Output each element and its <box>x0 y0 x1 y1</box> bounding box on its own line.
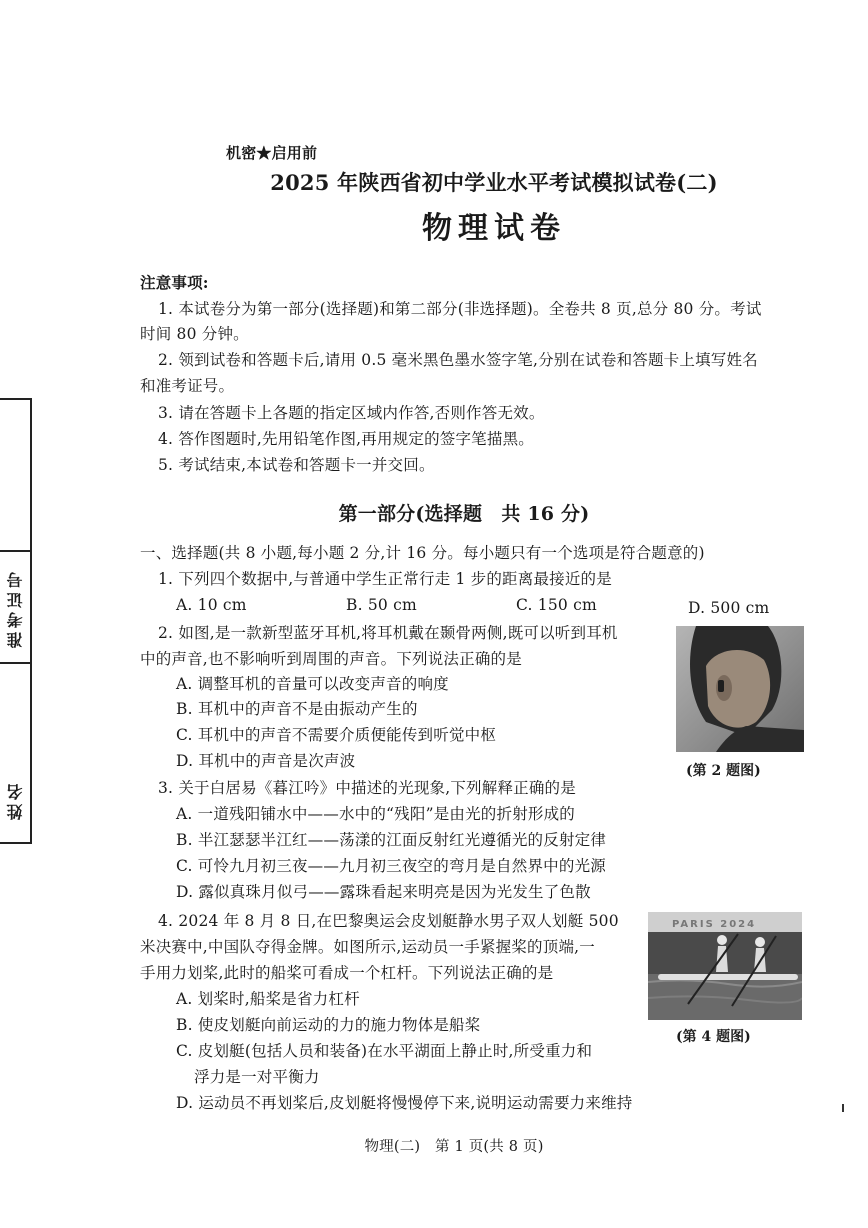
exam-title: 2025 年陕西省初中学业水平考试模拟试卷(二) <box>270 170 718 195</box>
earphone-person-image <box>676 626 804 752</box>
name-label: 姓名 <box>6 780 25 820</box>
notice-line: 和准考证号。 <box>140 377 235 395</box>
notice-line: 3. 请在答题卡上各题的指定区域内作答,否则作答无效。 <box>158 404 545 422</box>
exam-id-label: 准考证号 <box>6 568 25 648</box>
option: C. 150 cm <box>516 596 597 614</box>
option: C. 皮划艇(包括人员和装备)在水平湖面上静止时,所受重力和 <box>176 1042 593 1060</box>
notice-line: 1. 本试卷分为第一部分(选择题)和第二部分(非选择题)。全卷共 8 页,总分 80 分。考试 <box>158 300 762 318</box>
photo-banner-text: PARIS 2024 <box>672 919 757 930</box>
part1-title: 第一部分(选择题 共 16 分) <box>338 503 590 525</box>
part1-instruction: 一、选择题(共 8 小题,每小题 2 分,计 16 分。每小题只有一个选项是符合题意的) <box>140 544 705 562</box>
figure-caption: (第 4 题图) <box>676 1029 751 1045</box>
subject-title: 物理试卷 <box>422 211 566 246</box>
confidential-mark: 机密★启用前 <box>226 144 318 162</box>
question-stem: 手用力划桨,此时的船桨可看成一个杠杆。下列说法正确的是 <box>140 964 554 982</box>
notice-heading: 注意事项: <box>140 273 209 292</box>
earphone-photo <box>676 626 804 752</box>
option: B. 50 cm <box>346 596 417 614</box>
question-stem: 米决赛中,中国队夺得金牌。如图所示,运动员一手紧握桨的顶端,一 <box>140 938 595 956</box>
question-stem: 2. 如图,是一款新型蓝牙耳机,将耳机戴在颞骨两侧,既可以听到耳机 <box>158 624 618 642</box>
question-stem: 1. 下列四个数据中,与普通中学生正常行走 1 步的距离最接近的是 <box>158 570 612 588</box>
option: C. 可怜九月初三夜——九月初三夜空的弯月是自然界中的光源 <box>176 857 606 875</box>
canoe-photo <box>648 912 802 1020</box>
strip-divider <box>0 550 30 552</box>
option: D. 500 cm <box>688 599 770 617</box>
option: A. 一道残阳铺水中——水中的“残阳”是由光的折射形成的 <box>176 805 575 823</box>
option: A. 调整耳机的音量可以改变声音的响度 <box>176 675 449 693</box>
page-footer: 物理(二) 第 1 页(共 8 页) <box>364 1139 544 1155</box>
option: A. 10 cm <box>176 596 247 614</box>
option: B. 半江瑟瑟半江红——荡漾的江面反射红光遵循光的反射定律 <box>176 831 607 849</box>
question-stem: 中的声音,也不影响听到周围的声音。下列说法正确的是 <box>140 650 522 668</box>
figure-caption: (第 2 题图) <box>686 763 761 779</box>
canoe-rowers-image <box>648 912 802 1020</box>
option-continued: 浮力是一对平衡力 <box>194 1068 320 1086</box>
option: B. 使皮划艇向前运动的力的施力物体是船桨 <box>176 1016 481 1034</box>
notice-line: 时间 80 分钟。 <box>140 325 249 343</box>
notice-line: 2. 领到试卷和答题卡后,请用 0.5 毫米黑色墨水签字笔,分别在试卷和答题卡上填写姓名 <box>158 351 758 369</box>
scan-mark <box>842 1104 844 1112</box>
option: D. 运动员不再划桨后,皮划艇将慢慢停下来,说明运动需要力来维持 <box>176 1094 633 1112</box>
option: B. 耳机中的声音不是由振动产生的 <box>176 700 418 718</box>
notice-line: 4. 答作图题时,先用铅笔作图,再用规定的签字笔描黑。 <box>158 430 534 448</box>
question-stem: 3. 关于白居易《暮江吟》中描述的光现象,下列解释正确的是 <box>158 779 576 797</box>
binding-strip <box>0 398 32 844</box>
strip-divider <box>0 662 30 664</box>
option: D. 露似真珠月似弓——露珠看起来明亮是因为光发生了色散 <box>176 883 591 901</box>
notice-line: 5. 考试结束,本试卷和答题卡一并交回。 <box>158 456 435 474</box>
option: C. 耳机中的声音不需要介质便能传到听觉中枢 <box>176 726 497 744</box>
question-stem: 4. 2024 年 8 月 8 日,在巴黎奥运会皮划艇静水男子双人划艇 500 <box>158 912 619 930</box>
option: A. 划桨时,船桨是省力杠杆 <box>176 990 360 1008</box>
option: D. 耳机中的声音是次声波 <box>176 752 356 770</box>
